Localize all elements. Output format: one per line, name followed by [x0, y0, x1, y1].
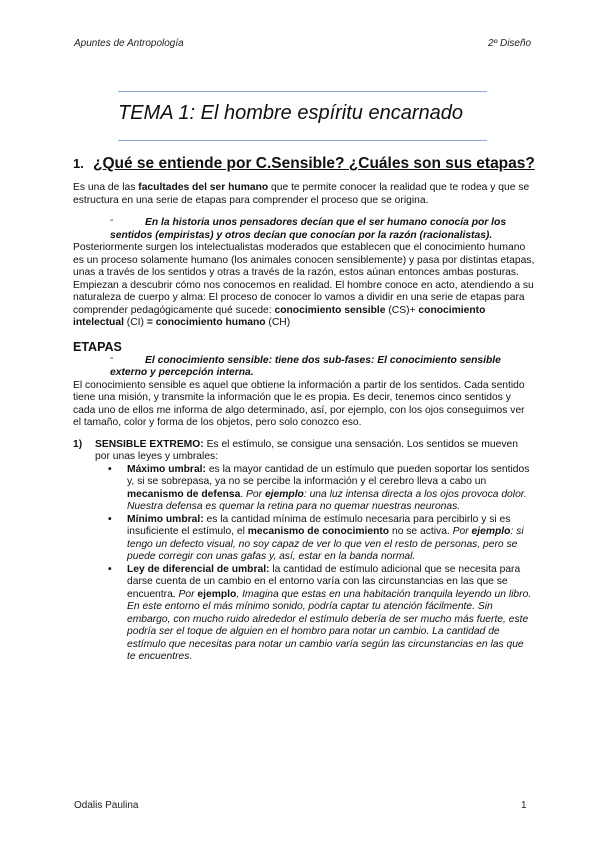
section-number: 1. — [73, 156, 84, 171]
bullet-icon: • — [108, 563, 112, 575]
intro-paragraph: Es una de las facultades del ser humano que te permite conocer la realidad que te rodea y que se estructura en una serie de etapas para comprender el proceso que se origina. — [73, 182, 530, 206]
dash-paragraph-history: - En la historia unos pensadores decían que el ser humano conocía por los sentidos (empiristas) y otros decían que conocían por la razón (racionalistas). — [110, 215, 507, 241]
section-title: ¿Qué se entiende por C.Sensible? ¿Cuáles son sus etapas? — [93, 155, 535, 172]
document-body — [73, 155, 535, 664]
document-title: TEMA 1: El hombre espíritu encarnado — [118, 102, 463, 124]
paragraph-intelectualistas: Posteriormente surgen los intelectualistas moderados que establecen que el conocimiento humano es un proceso solamente humano (los animales conocen sensiblemente) y pasa por distintas etapas, unas a través de los sentidos y otras a través de la razón, estos aúnan entonces ambas posturas. — [73, 242, 535, 278]
bullet-icon: • — [108, 463, 112, 475]
footer-author: Odalis Paulina — [74, 800, 139, 811]
list-item-minimo-umbral: • Mínimo umbral: es la cantidad mínima de estímulo necesaria para percibirlo y si es insuficiente el estímulo, el mecanismo de conocimiento no se activa. Por ejemplo: si tengo un defecto visual, no soy capaz de ver lo que ven el resto de personas, pero se puede corregir con unas gafas y, así, estar en la banda normal. — [108, 513, 524, 562]
numbered-item-sensible-extremo: 1) SENSIBLE EXTREMO: Es el estímulo, se consigue una sensación. Los sentidos se mueven por unas leyes y umbrales: — [73, 438, 518, 462]
bullet-icon: • — [108, 513, 112, 525]
etapas-heading: ETAPAS — [73, 339, 122, 354]
list-item-maximo-umbral: • Máximo umbral: es la mayor cantidad de un estímulo que pueden soportar los sentidos y, si se sobrepasa, ya no se percibe la información y el cerebro lleva a cabo un mecanismo de defensa. Por ejemplo: una luz intensa directa a los ojos provoca dolor. Nuestra defensa es quemar la retina para no quemar nuestras neuronas. — [108, 463, 530, 512]
umbral-list — [73, 464, 535, 664]
title-rule-bottom — [118, 140, 487, 141]
dash-paragraph-sensible: - El conocimiento sensible: tiene dos sub-fases: El conocimiento sensible externo y percepción interna. — [110, 352, 501, 378]
list-item-diferencial-umbral: • Ley de diferencial de umbral: la cantidad de estímulo adicional que se necesita para darse cuenta de un cambio en el entorno varía con las circunstancias en las que se encuentra. Por ejemplo, Imagina que estas en una habitación tranquila leyendo un libro. En este entorno el más mínimo sonido, podría captar tu atención fácilmente. Sin embargo, con mucho ruido alrededor el estímulo debería de ser mucho más fuerte, este podría ser el toque de alguien en el hombro para notar un cambio. La cantidad de estímulo que necesitas para notar un cambio varía según las circunstancias en las que te encuentres. — [108, 563, 532, 662]
paragraph-conocimiento-sensible: El conocimiento sensible es aquel que obtiene la información a partir de los sentidos. Cada sentido tiene una misión, y transmite la información que le es propia. Es decir, tenemos cinco sentidos y cada uno de ellos me informa de algo determinado, así, por ejemplo, con los ojos conseguimos ver el tamaño, color y forma de los objetos, pero solo conozco eso. — [73, 379, 525, 428]
header-group: 2º Diseño — [488, 38, 532, 49]
section-heading — [73, 155, 535, 173]
paragraph-etapas-intro: Empiezan a descubrir cómo nos conocemos en realidad. El hombre conoce en acto, atendiendo a su naturaleza de cuerpo y alma: El proceso de conocer lo vamos a dividir en una serie de etapas para comprender pedagógicamente qué sucede: conocimiento sensible (CS)+ conocimiento intelectual (CI) = conocimiento humano (CH) — [73, 279, 534, 328]
header-course: Apuntes de Antropología — [74, 38, 184, 49]
page-number: 1 — [521, 800, 527, 811]
title-rule-top — [118, 91, 487, 92]
